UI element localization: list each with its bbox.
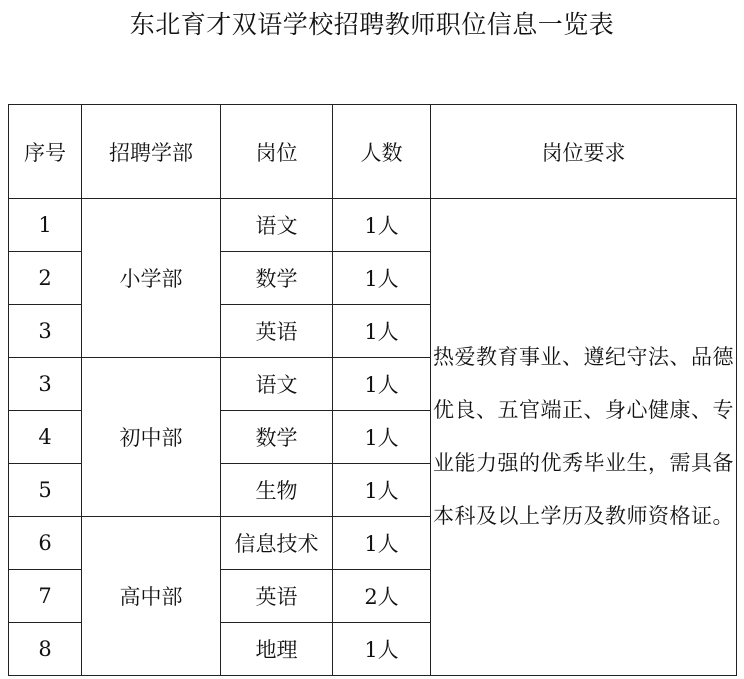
cell-seq: 2 bbox=[9, 252, 82, 305]
cell-dept-junior: 初中部 bbox=[82, 358, 221, 517]
cell-position: 生物 bbox=[221, 464, 333, 517]
cell-count: 1人 bbox=[333, 199, 431, 252]
cell-seq: 4 bbox=[9, 411, 82, 464]
cell-seq: 5 bbox=[9, 464, 82, 517]
header-count: 人数 bbox=[333, 105, 431, 199]
cell-count: 1人 bbox=[333, 305, 431, 358]
cell-count: 2人 bbox=[333, 570, 431, 623]
cell-count: 1人 bbox=[333, 358, 431, 411]
cell-position: 信息技术 bbox=[221, 517, 333, 570]
cell-count: 1人 bbox=[333, 464, 431, 517]
header-dept: 招聘学部 bbox=[82, 105, 221, 199]
table-header-row bbox=[9, 105, 737, 199]
page-title: 东北育才双语学校招聘教师职位信息一览表 bbox=[129, 10, 615, 39]
cell-dept-primary: 小学部 bbox=[82, 199, 221, 358]
header-seq: 序号 bbox=[9, 105, 82, 199]
cell-count: 1人 bbox=[333, 517, 431, 570]
cell-seq: 6 bbox=[9, 517, 82, 570]
table-row bbox=[9, 199, 737, 252]
cell-requirements: 热爱教育事业、遵纪守法、品德优良、五官端正、身心健康、专业能力强的优秀毕业生，需具备本科及以上学历及教师资格证。 bbox=[431, 199, 737, 676]
header-requirements: 岗位要求 bbox=[431, 105, 737, 199]
job-table bbox=[8, 104, 737, 676]
cell-position: 语文 bbox=[221, 199, 333, 252]
cell-count: 1人 bbox=[333, 411, 431, 464]
cell-position: 语文 bbox=[221, 358, 333, 411]
cell-count: 1人 bbox=[333, 252, 431, 305]
cell-position: 英语 bbox=[221, 305, 333, 358]
cell-position: 地理 bbox=[221, 623, 333, 676]
cell-position: 数学 bbox=[221, 411, 333, 464]
cell-position: 英语 bbox=[221, 570, 333, 623]
cell-seq: 8 bbox=[9, 623, 82, 676]
cell-seq: 3 bbox=[9, 358, 82, 411]
cell-dept-senior: 高中部 bbox=[82, 517, 221, 676]
cell-seq: 1 bbox=[9, 199, 82, 252]
header-position: 岗位 bbox=[221, 105, 333, 199]
cell-position: 数学 bbox=[221, 252, 333, 305]
cell-seq: 7 bbox=[9, 570, 82, 623]
cell-seq: 3 bbox=[9, 305, 82, 358]
cell-count: 1人 bbox=[333, 623, 431, 676]
